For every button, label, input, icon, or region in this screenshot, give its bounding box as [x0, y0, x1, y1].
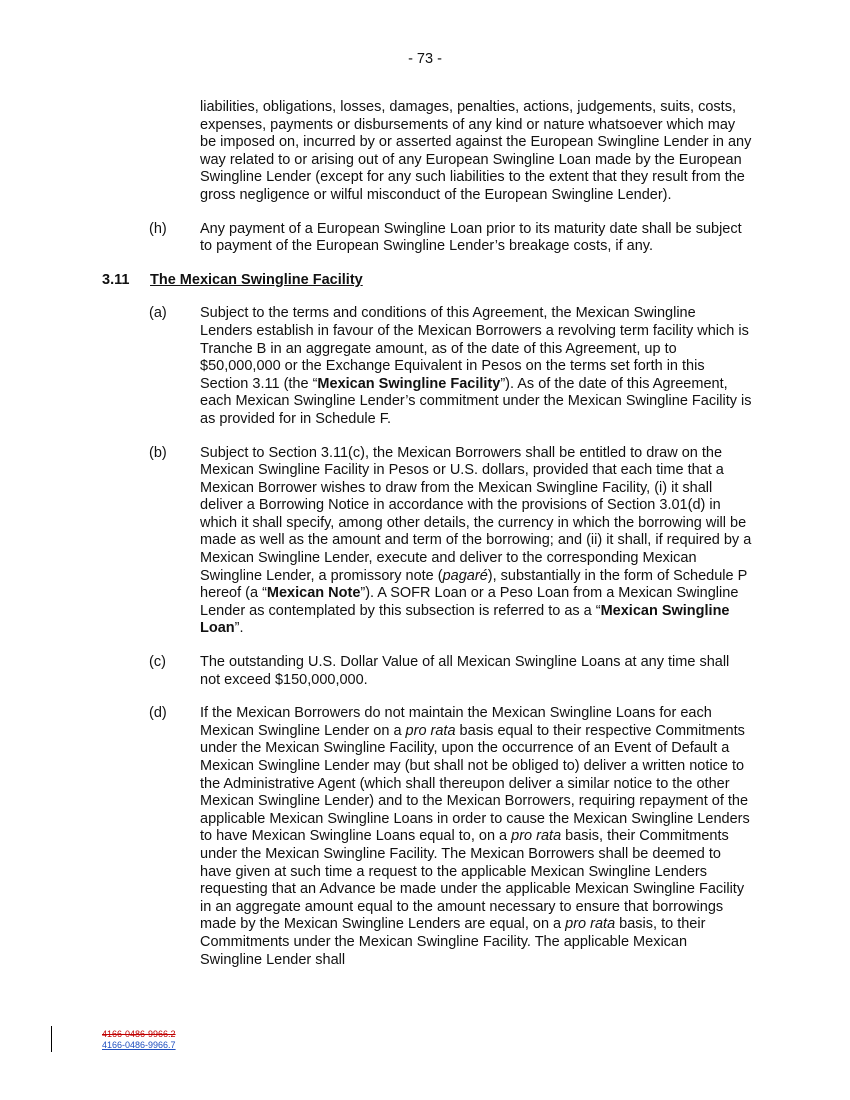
document-id-footer [102, 1029, 176, 1051]
clause-text [200, 305, 752, 428]
defined-term: Mexican Swingline Facility [317, 375, 501, 392]
clause-c [102, 654, 752, 689]
text-run: If the Mexican Borrowers do not maintain the Mexican Swingline Loans for each Mexican Swingline Lender on a [200, 705, 712, 739]
text-run: ), substantially in the form of Schedule P hereof (a “ [200, 567, 748, 602]
clause-label: (c) [149, 654, 166, 671]
text-run: ”. [234, 620, 244, 637]
clause-label: (b) [149, 444, 167, 461]
clause-d [102, 705, 752, 969]
text-run: basis, their Commitments under the Mexican Swingline Facility. The Mexican Borrowers shall be deemed to have given at such time a request to the applicable Mexican Swingline Lenders requesting that an Advance be made under the applicable Mexican Swingline Facility in an aggregate amount equal to the amount necessary to ensure that borrowings made by the Mexican Swingline Lenders are equal, on a [200, 828, 745, 933]
text-run: basis equal to their respective Commitments under the Mexican Swingline Facility, upon the occurrence of an Event of Default a Mexican Swingline Lender may (but shall not be obliged to) deliver a written notice to the Administrative Agent (which shall thereupon deliver a similar notice to the other Mexican Swingline Lender) and to the Mexican Borrowers, requiring repayment of the applicable Mexican Swingline Loans in order to cause the Mexican Swingline Lenders to have Mexican Swingline Loans equal to, on a [200, 722, 750, 845]
clause-text: Any payment of a European Swingline Loan prior to its maturity date shall be subject to payment of the European Swingline Lender’s breakage costs, if any. [200, 220, 742, 255]
continuation-paragraph: liabilities, obligations, losses, damages, penalties, actions, judgements, suits, costs, expenses, payments or disbursements of any kind or nature whatsoever which may be imposed on, incurred by or asserted against the European Swingline Lender in any way related to or arising out of any European Swingline Loan made by the European Swingline Lender (except for any such liabilities to the extent that they result from the gross negligence or wilful misconduct of the European Swingline Lender). [200, 99, 752, 203]
defined-term: Mexican Note [266, 585, 361, 602]
document-body [102, 99, 752, 969]
clause-h [102, 221, 752, 256]
clause-label: (a) [149, 305, 167, 322]
revision-change-bar [51, 1026, 52, 1052]
section-title: The Mexican Swingline Facility [150, 271, 363, 288]
italic-term: pro rata [511, 828, 562, 845]
italic-term: pro rata [405, 722, 456, 739]
inserted-document-id: 4166-0486-9966.7 [102, 1040, 176, 1050]
section-heading [102, 272, 752, 290]
page-number: - 73 - [408, 51, 442, 67]
italic-term: pro rata [565, 916, 616, 933]
text-run: Subject to the terms and conditions of this Agreement, the Mexican Swingline Lenders establish in favour of the Mexican Borrowers a revolving term facility which is Tranche B in an aggregate amount, as of the date of this Agreement, up to $50,000,000 or the Exchange Equivalent in Pesos on the terms set forth in this Section 3.11 (the “ [200, 305, 749, 392]
text-run: Subject to Section 3.11(c), the Mexican Borrowers shall be entitled to draw on the Mexican Swingline Facility in Pesos or U.S. dollars, provided that each time that a Mexican Borrower wishes to draw from the Mexican Swingline Facility, (i) it shall deliver a Borrowing Notice in accordance with the provisions of Section 3.01(d) in which it shall specify, among other details, the currency in which the borrowing will be made as well as the amount and term of the borrowing; and (ii) it shall, if required by a Mexican Swingline Lender, execute and deliver to the corresponding Mexican Swingline Lender, a promissory note ( [200, 444, 752, 584]
clause-label: (h) [149, 220, 167, 237]
defined-term: Mexican Swingline Loan [200, 602, 730, 637]
text-run: basis, to their Commitments under the Mexican Swingline Facility. The applicable Mexican Swingline Lender shall [200, 916, 706, 968]
clause-text [200, 445, 752, 639]
text-run: ”). As of the date of this Agreement, each Mexican Swingline Lender’s commitment under the Mexican Swingline Facility is as provided for in Schedule F. [200, 375, 752, 427]
clause-text: The outstanding U.S. Dollar Value of all Mexican Swingline Loans at any time shall not exceed $150,000,000. [200, 654, 730, 688]
italic-term: pagaré [442, 567, 488, 584]
deleted-document-id: 4166-0486-9966.2 [102, 1029, 176, 1039]
clause-b [102, 445, 752, 639]
clause-a [102, 305, 752, 428]
section-number: 3.11 [102, 271, 130, 288]
clause-text [200, 705, 752, 969]
text-run: ”). A SOFR Loan or a Peso Loan from a Mexican Swingline Lender as contemplated by this subsection is referred to as a “ [200, 585, 739, 619]
clause-label: (d) [149, 705, 167, 722]
